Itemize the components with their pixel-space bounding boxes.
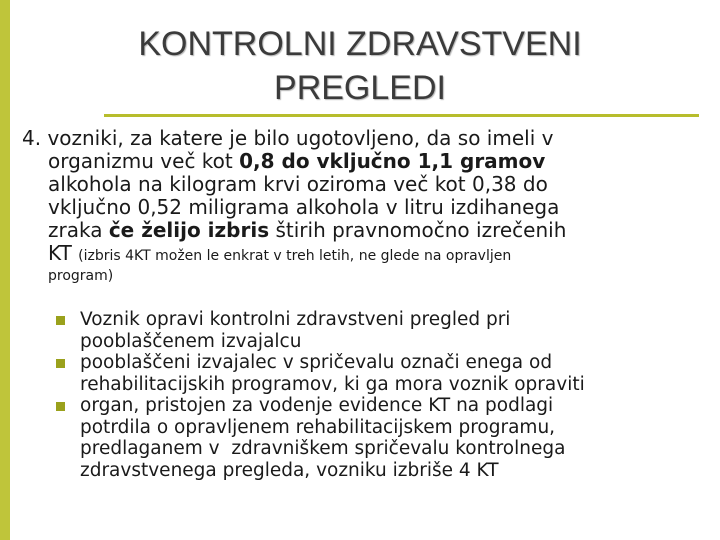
bullet-line: predlaganem v zdravniškem spričevalu kontrolnega <box>80 438 566 459</box>
title-line-2: PREGLEDI <box>274 69 446 107</box>
title-line-1: KONTROLNI ZDRAVSTVENI <box>138 25 582 63</box>
para-line-2-text: organizmu več kot <box>48 149 240 173</box>
para-line-5-rest: štirih pravnomočno izrečenih <box>269 218 567 242</box>
para-line-6-note: (izbris 4KT možen le enkrat v treh letih, ne glede na opravljen <box>78 248 512 264</box>
square-bullet-icon <box>56 359 65 368</box>
main-paragraph <box>22 127 712 285</box>
bullet-line: pooblaščeni izvajalec v spričevalu označi enega od <box>80 352 553 373</box>
para-line-7: program) <box>48 268 114 284</box>
para-line-5-text: zraka <box>48 218 109 242</box>
bullet-line: rehabilitacijskih programov, ki ga mora voznik opraviti <box>80 373 585 395</box>
para-line-6 <box>22 242 712 268</box>
slide-title <box>40 22 680 110</box>
para-line-5 <box>22 219 712 242</box>
square-bullet-icon <box>56 402 65 411</box>
bullet-item <box>56 395 716 481</box>
bullet-item <box>56 309 716 352</box>
bullet-line: organ, pristojen za vodenje evidence KT na podlagi <box>80 395 554 416</box>
square-bullet-icon <box>56 316 65 325</box>
bullet-line: pooblaščenem izvajalcu <box>80 330 302 352</box>
para-line-4: vključno 0,52 miligrama alkohola v litru izdihanega <box>48 195 560 219</box>
bullet-line: potrdila o opravljenem rehabilitacijskem programu, <box>80 416 556 438</box>
bullet-item <box>56 352 716 395</box>
para-line-6-kt: KT <box>48 241 79 265</box>
para-line-2 <box>22 150 712 173</box>
para-line-2-bold: 0,8 do vključno 1,1 gramov <box>239 149 546 173</box>
para-line-5-bold: če želijo izbris <box>108 218 270 242</box>
para-line-3: alkohola na kilogram krvi oziroma več kot 0,38 do <box>48 172 548 196</box>
bullet-line: zdravstvenega pregleda, vozniku izbriše 4 KT <box>80 459 499 481</box>
bullet-list <box>56 309 716 481</box>
para-line-1: 4. vozniki, za katere je bilo ugotovljeno, da so imeli v <box>22 126 554 150</box>
left-accent-bar <box>0 0 10 540</box>
bullet-line: Voznik opravi kontrolni zdravstveni pregled pri <box>80 309 511 330</box>
title-underline <box>104 114 699 117</box>
